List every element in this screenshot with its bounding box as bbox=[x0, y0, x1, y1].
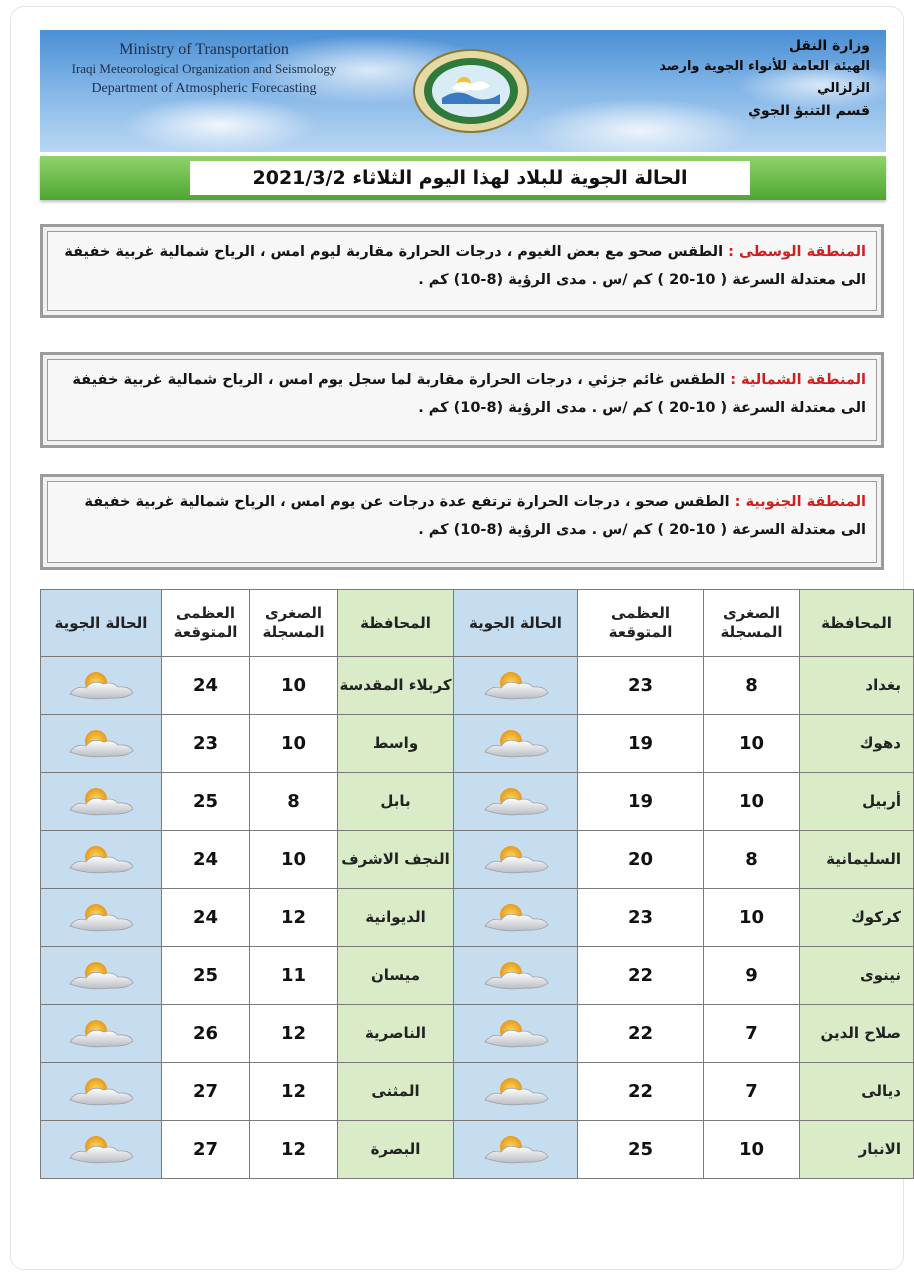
max-temp-cell: 26 bbox=[162, 1005, 250, 1063]
weather-state-cell bbox=[454, 657, 578, 715]
weather-state-cell bbox=[41, 1063, 162, 1121]
table-row bbox=[41, 773, 914, 831]
min-temp-cell: 10 bbox=[250, 831, 338, 889]
max-temp-cell: 22 bbox=[578, 1005, 704, 1063]
title-bar bbox=[40, 156, 886, 200]
department-name-en: Department of Atmospheric Forecasting bbox=[91, 81, 317, 96]
governorate-cell: واسط bbox=[338, 715, 454, 773]
region-south-forecast: الطقس صحو ، درجات الحرارة ترتفع عدة درجات عن يوم امس ، الرياح شمالية غربية خفيفة الى معتدلة السرعة ( 10-20 ) كم /س . مدى الرؤية (8-10) كم . bbox=[84, 494, 866, 538]
weather-state-cell bbox=[41, 715, 162, 773]
max-temp-cell: 22 bbox=[578, 947, 704, 1005]
weather-state-cell bbox=[41, 773, 162, 831]
region-north-name: المنطقة الشمالية : bbox=[730, 372, 866, 388]
min-temp-cell: 10 bbox=[704, 1121, 800, 1179]
partly-cloudy-icon bbox=[66, 1016, 136, 1052]
governorate-cell: كركوك bbox=[800, 889, 914, 947]
max-temp-cell: 23 bbox=[162, 715, 250, 773]
max-temp-cell: 23 bbox=[578, 889, 704, 947]
governorate-cell: المثنى bbox=[338, 1063, 454, 1121]
weather-state-cell bbox=[41, 1005, 162, 1063]
max-temp-cell: 24 bbox=[162, 889, 250, 947]
weather-state-cell bbox=[454, 773, 578, 831]
partly-cloudy-icon bbox=[481, 1074, 551, 1110]
min-temp-cell: 12 bbox=[250, 1121, 338, 1179]
header-min-temp: الصغرى المسجلة bbox=[250, 590, 338, 657]
governorate-cell: نينوى bbox=[800, 947, 914, 1005]
ministry-name-ar: وزارة النقل bbox=[788, 38, 870, 54]
region-central-text-box bbox=[47, 231, 877, 311]
max-temp-cell: 25 bbox=[578, 1121, 704, 1179]
region-central bbox=[40, 224, 884, 318]
region-north-text-box bbox=[47, 359, 877, 441]
max-temp-cell: 25 bbox=[162, 947, 250, 1005]
partly-cloudy-icon bbox=[66, 784, 136, 820]
table-header-row bbox=[41, 590, 914, 657]
forecast-table bbox=[40, 589, 914, 1179]
governorate-cell: بابل bbox=[338, 773, 454, 831]
min-temp-cell: 11 bbox=[250, 947, 338, 1005]
partly-cloudy-icon bbox=[481, 784, 551, 820]
header-weather-state: الحالة الجوية bbox=[41, 590, 162, 657]
governorate-cell: كربلاء المقدسة bbox=[338, 657, 454, 715]
region-central-name: المنطقة الوسطى : bbox=[728, 244, 866, 260]
table-body bbox=[41, 657, 914, 1179]
weather-state-cell bbox=[41, 831, 162, 889]
region-central-forecast: الطقس صحو مع بعض الغيوم ، درجات الحرارة مقاربة ليوم امس ، الرياح شمالية غربية خفيفة الى معتدلة السرعة ( 10-20 ) كم /س . مدى الرؤية (8-10) كم . bbox=[64, 244, 866, 288]
min-temp-cell: 12 bbox=[250, 1063, 338, 1121]
min-temp-cell: 12 bbox=[250, 889, 338, 947]
partly-cloudy-icon bbox=[66, 900, 136, 936]
governorate-cell: الناصرية bbox=[338, 1005, 454, 1063]
partly-cloudy-icon bbox=[66, 842, 136, 878]
header-min-temp: الصغرى المسجلة bbox=[704, 590, 800, 657]
header-arabic bbox=[610, 36, 870, 122]
min-temp-cell: 12 bbox=[250, 1005, 338, 1063]
partly-cloudy-icon bbox=[66, 668, 136, 704]
min-temp-cell: 8 bbox=[704, 657, 800, 715]
governorate-cell: الديوانية bbox=[338, 889, 454, 947]
min-temp-cell: 8 bbox=[250, 773, 338, 831]
partly-cloudy-icon bbox=[481, 1016, 551, 1052]
weather-state-cell bbox=[41, 947, 162, 1005]
header-max-temp: العظمى المتوقعة bbox=[162, 590, 250, 657]
weather-state-cell bbox=[454, 889, 578, 947]
max-temp-cell: 25 bbox=[162, 773, 250, 831]
region-north bbox=[40, 352, 884, 448]
table-row bbox=[41, 889, 914, 947]
partly-cloudy-icon bbox=[481, 726, 551, 762]
header-english bbox=[54, 40, 354, 99]
region-south bbox=[40, 474, 884, 570]
governorate-cell: ديالى bbox=[800, 1063, 914, 1121]
partly-cloudy-icon bbox=[481, 900, 551, 936]
department-name-ar: قسم التنبؤ الجوي bbox=[748, 103, 870, 119]
table-row bbox=[41, 947, 914, 1005]
min-temp-cell: 10 bbox=[704, 715, 800, 773]
max-temp-cell: 19 bbox=[578, 715, 704, 773]
weather-state-cell bbox=[41, 657, 162, 715]
table-row bbox=[41, 831, 914, 889]
organization-name-en: Iraqi Meteorological Organization and Seismology bbox=[71, 61, 337, 76]
max-temp-cell: 24 bbox=[162, 657, 250, 715]
weather-state-cell bbox=[454, 1063, 578, 1121]
governorate-cell: بغداد bbox=[800, 657, 914, 715]
partly-cloudy-icon bbox=[66, 1132, 136, 1168]
min-temp-cell: 10 bbox=[704, 773, 800, 831]
min-temp-cell: 10 bbox=[250, 657, 338, 715]
weather-state-cell bbox=[454, 715, 578, 773]
organization-logo bbox=[412, 48, 530, 134]
header-max-temp: العظمى المتوقعة bbox=[578, 590, 704, 657]
min-temp-cell: 7 bbox=[704, 1063, 800, 1121]
weather-state-cell bbox=[454, 831, 578, 889]
region-south-name: المنطقة الجنوبية : bbox=[734, 494, 866, 510]
partly-cloudy-icon bbox=[481, 1132, 551, 1168]
max-temp-cell: 19 bbox=[578, 773, 704, 831]
min-temp-cell: 9 bbox=[704, 947, 800, 1005]
table-row bbox=[41, 715, 914, 773]
header-governorate: المحافظة bbox=[338, 590, 454, 657]
min-temp-cell: 10 bbox=[250, 715, 338, 773]
partly-cloudy-icon bbox=[66, 1074, 136, 1110]
table-row bbox=[41, 1063, 914, 1121]
region-north-forecast: الطقس غائم جزئي ، درجات الحرارة مقاربة لما سجل يوم امس ، الرياح شمالية غربية خفيفة الى معتدلة السرعة ( 10-20 ) كم /س . مدى الرؤية (8-10) كم . bbox=[72, 372, 866, 416]
governorate-cell: النجف الاشرف bbox=[338, 831, 454, 889]
weather-state-cell bbox=[454, 1005, 578, 1063]
max-temp-cell: 27 bbox=[162, 1121, 250, 1179]
min-temp-cell: 7 bbox=[704, 1005, 800, 1063]
weather-state-cell bbox=[41, 889, 162, 947]
governorate-cell: البصرة bbox=[338, 1121, 454, 1179]
organization-name-ar: الهيئة العامة للأنواء الجوية وارصد الزلزالي bbox=[659, 59, 870, 96]
max-temp-cell: 27 bbox=[162, 1063, 250, 1121]
min-temp-cell: 10 bbox=[704, 889, 800, 947]
partly-cloudy-icon bbox=[66, 726, 136, 762]
min-temp-cell: 8 bbox=[704, 831, 800, 889]
weather-state-cell bbox=[454, 947, 578, 1005]
partly-cloudy-icon bbox=[481, 842, 551, 878]
governorate-cell: صلاح الدين bbox=[800, 1005, 914, 1063]
partly-cloudy-icon bbox=[481, 668, 551, 704]
table-row bbox=[41, 1121, 914, 1179]
weather-state-cell bbox=[454, 1121, 578, 1179]
table-row bbox=[41, 657, 914, 715]
weather-state-cell bbox=[41, 1121, 162, 1179]
governorate-cell: الانبار bbox=[800, 1121, 914, 1179]
governorate-cell: دهوك bbox=[800, 715, 914, 773]
partly-cloudy-icon bbox=[66, 958, 136, 994]
header-governorate: المحافظة bbox=[800, 590, 914, 657]
page-title: الحالة الجوية للبلاد لهذا اليوم الثلاثاء 2021/3/2 bbox=[190, 161, 750, 195]
max-temp-cell: 20 bbox=[578, 831, 704, 889]
max-temp-cell: 22 bbox=[578, 1063, 704, 1121]
table-row bbox=[41, 1005, 914, 1063]
ministry-name-en: Ministry of Transportation bbox=[119, 41, 289, 58]
governorate-cell: السليمانية bbox=[800, 831, 914, 889]
region-south-text-box bbox=[47, 481, 877, 563]
partly-cloudy-icon bbox=[481, 958, 551, 994]
header-banner bbox=[40, 30, 886, 152]
header-weather-state: الحالة الجوية bbox=[454, 590, 578, 657]
max-temp-cell: 24 bbox=[162, 831, 250, 889]
governorate-cell: ميسان bbox=[338, 947, 454, 1005]
governorate-cell: أربيل bbox=[800, 773, 914, 831]
max-temp-cell: 23 bbox=[578, 657, 704, 715]
